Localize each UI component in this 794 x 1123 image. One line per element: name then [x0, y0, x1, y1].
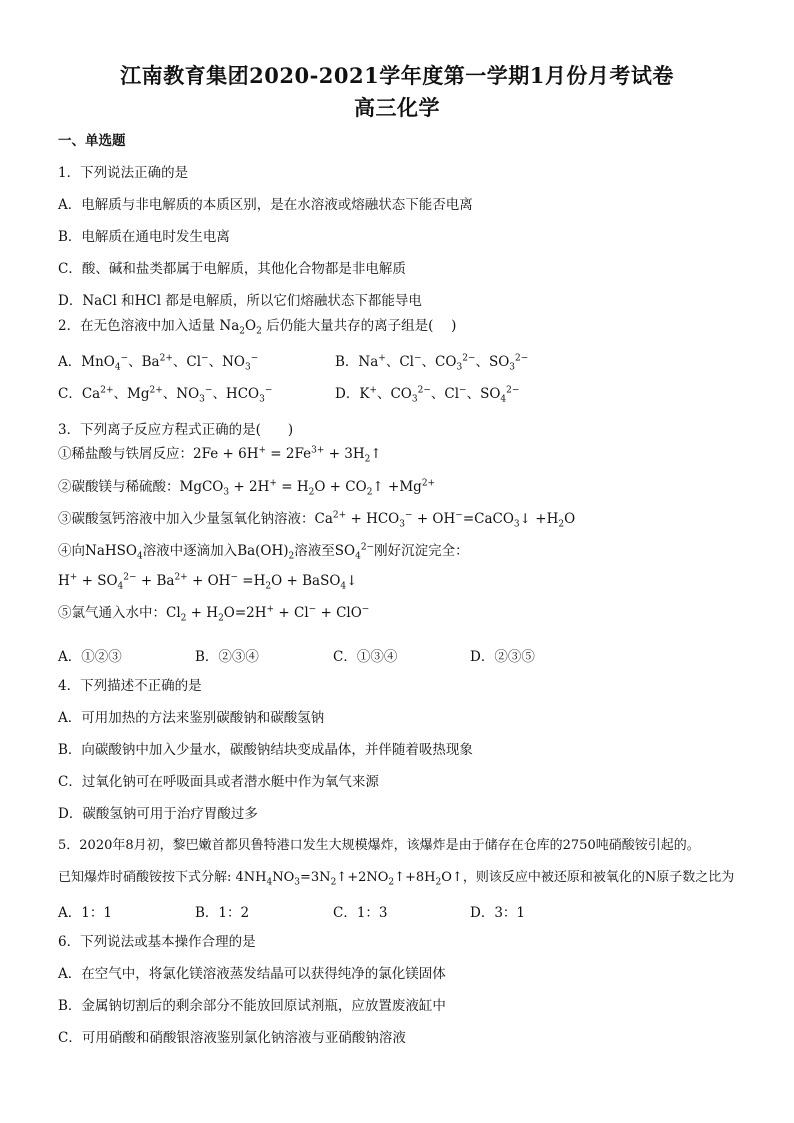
q6-stem: 6．下列说法或基本操作合理的是 [58, 934, 256, 950]
q3-stem: 3．下列离子反应方程式正确的是( ) [58, 422, 294, 438]
q5-stem-line1: 5．2020年8月初，黎巴嫩首都贝鲁特港口发生大规模爆炸，该爆炸是由于储存在仓库的2750吨硝酸铵引起的。 [58, 838, 700, 853]
q2-option-b: B．Na+、Cl−、$CO_3^{2-}$、$SO_3^{2-}$ [335, 353, 529, 373]
q6-option-c: C．可用硝酸和硝酸银溶液鉴别氯化钠溶液与亚硝酸钠溶液 [58, 1030, 406, 1046]
q2-stem: 2．在无色溶液中加入适量 $Na_2O_2$ 后仍能大量共存的离子组是( ) [58, 318, 457, 337]
q4-option-a: A．可用加热的方法来鉴别碳酸钠和碳酸氢钠 [58, 710, 325, 726]
q1-option-b: B．电解质在通电时发生电离 [58, 229, 230, 245]
q4-option-c: C．过氧化钠可在呼吸面具或者潜水艇中作为氧气来源 [58, 774, 379, 790]
q3-item-4: ④向NaHSO$_4$溶液中逐滴加入$Ba(OH)_2$溶液至$SO_4^{2-}$刚好沉淀完全： [58, 542, 469, 562]
q3-item-2: ②碳酸镁与稀硫酸：MgCO$_3$ + $2H^+ = H_2O$ + $CO_2↑ +Mg^{2+}$ [58, 478, 436, 498]
q1-option-c: C．酸、碱和盐类都属于电解质，其他化合物都是非电解质 [58, 261, 406, 277]
q2-option-c: C．$Ca^{2+}$、$Mg^{2+}$、$NO_3^-$、$HCO_3^-$ [58, 385, 273, 405]
q3-option-d: D．②③⑤ [470, 649, 535, 665]
q5-option-a: A．1：1 [58, 905, 112, 921]
na2o2-formula: $Na_2O_2$ [219, 318, 262, 337]
q2-option-d: D．K+、$CO_3^{2-}$、Cl−、$SO_4^{2-}$ [335, 385, 520, 405]
q3-option-a: A．①②③ [58, 649, 122, 665]
q3-option-c: C．①③④ [333, 649, 398, 665]
q1-stem: 1．下列说法正确的是 [58, 165, 189, 181]
q4-stem: 4．下列描述不正确的是 [58, 678, 202, 694]
q5-option-c: C．1：3 [333, 905, 388, 921]
q6-option-b: B．金属钠切割后的剩余部分不能放回原试剂瓶，应放置废液缸中 [58, 998, 446, 1014]
q3-item-5: ⑤氯气通入水中：$Cl_2 + H_2O=2H^+ + Cl^- + ClO^-$ [58, 604, 370, 624]
section-heading: 一、单选题 [58, 133, 126, 149]
q5-stem-line2: 已知爆炸时硝酸铵按下式分解: $4NH_4NO_3=3N_2↑+2NO_2↑+8H_2O↑$，则该反应中被还原和被氧化的N原子数之比为 [58, 870, 735, 888]
q4-option-b: B．向碳酸钠中加入少量水，碳酸钠结块变成晶体，并伴随着吸热现象 [58, 742, 473, 758]
exam-title: 江南教育集团2020-2021学年度第一学期1月份月考试卷 [120, 63, 674, 88]
q5-option-b: B．1：2 [195, 905, 250, 921]
q5-option-d: D．3：1 [470, 905, 526, 921]
q6-option-a: A．在空气中，将氯化镁溶液蒸发结晶可以获得纯净的氯化镁固体 [58, 966, 446, 982]
q4-option-d: D．碳酸氢钠可用于治疗胃酸过多 [58, 806, 258, 822]
q1-option-d: D．NaCl 和HCl 都是电解质，所以它们熔融状态下都能导电 [58, 293, 422, 309]
q3-item-3: ③碳酸氢钙溶液中加入少量氢氧化钠溶液：$Ca^{2+} + HCO_3^-$ + OH−=CaCO$_3$↓ $+H_2O$ [58, 510, 576, 530]
q3-option-b: B．②③④ [195, 649, 259, 665]
q3-item-1: ①稀盐酸与铁屑反应：$2Fe + 6H^+ = 2Fe^{3+}$ + $3H_2↑$ [58, 445, 382, 465]
q3-item-4-equation: $H^+ + SO_4^{2-} + Ba^{2+} + OH^- =H_2O$ + BaSO$_4$↓ [58, 572, 358, 592]
q1-option-a: A．电解质与非电解质的本质区别，是在水溶液或熔融状态下能否电离 [58, 197, 473, 213]
q2-option-a: A．MnO$_4$−、$Ba^{2+}$、Cl−、$NO_3^-$ [58, 353, 259, 373]
exam-subtitle: 高三化学 [354, 95, 440, 120]
